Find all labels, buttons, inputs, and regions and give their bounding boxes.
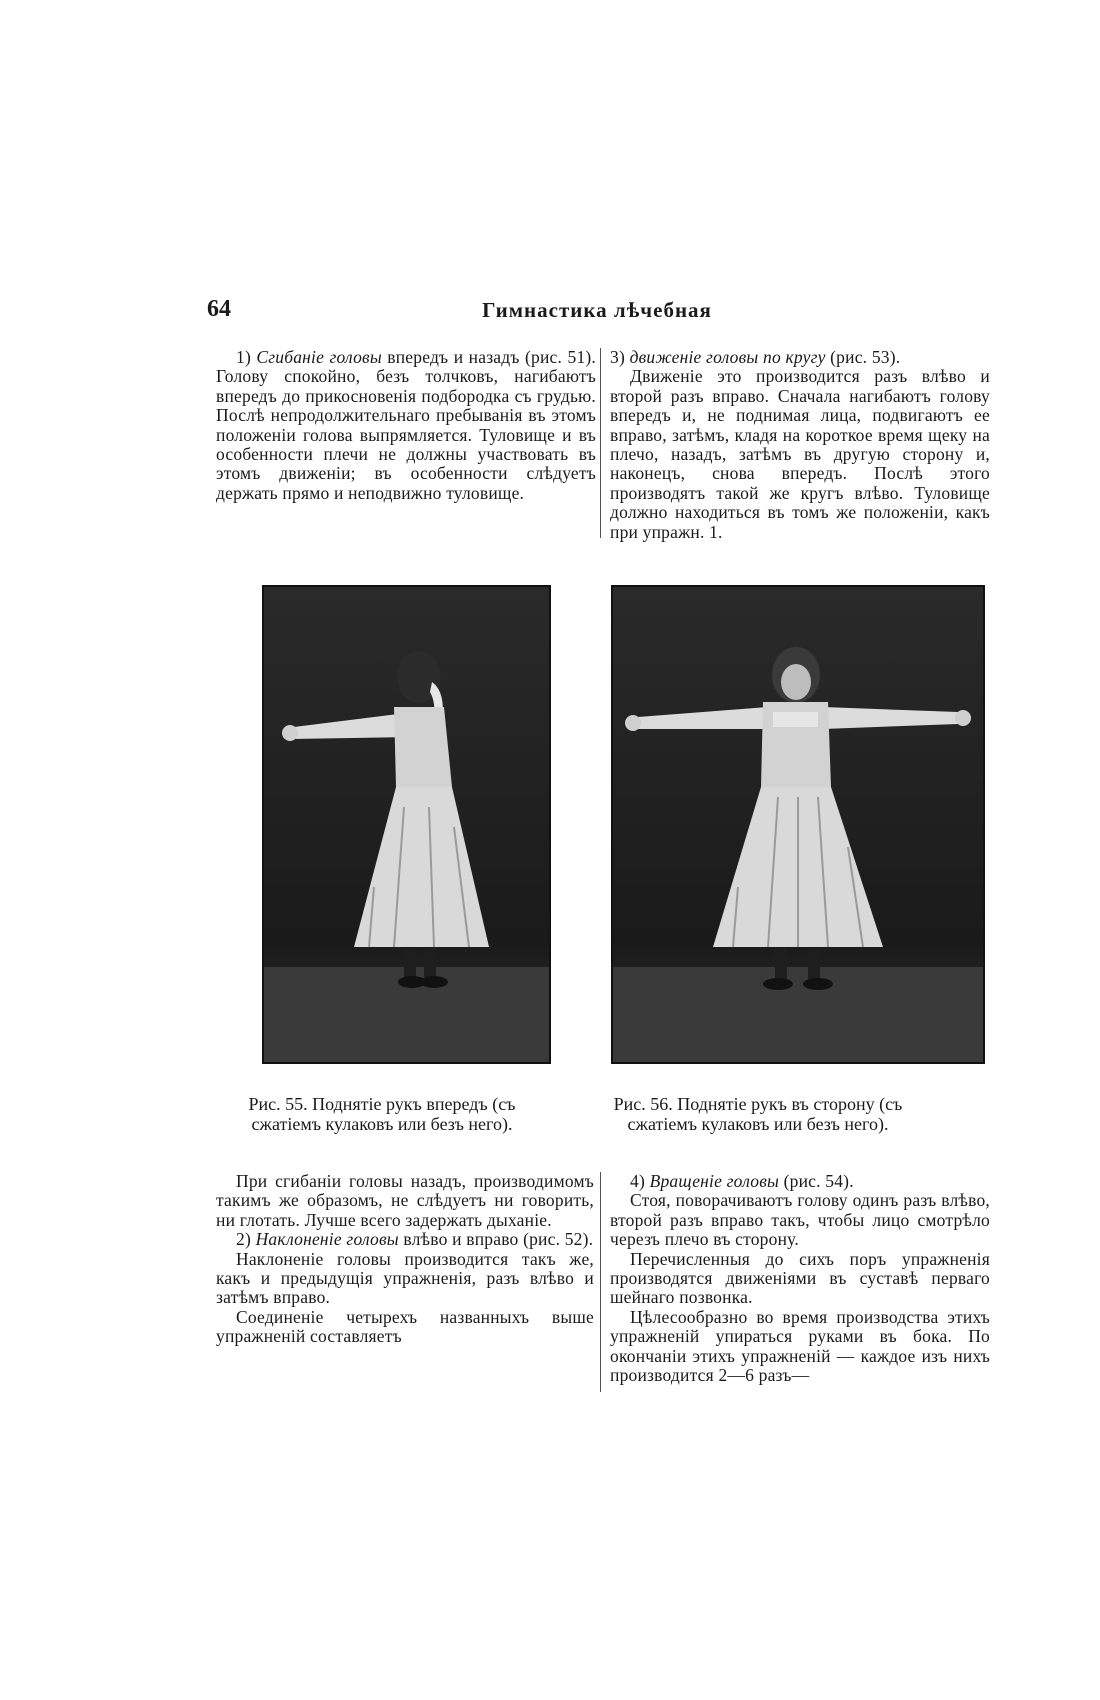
figure-56-caption: Рис. 56. Поднятіе рукъ въ сторону (съ сжатіемъ кулаковъ или безъ него).: [613, 1094, 903, 1134]
item-number: 4): [630, 1171, 650, 1191]
paragraph: Перечисленныя до сихъ поръ упражненія производятся движеніями въ суставѣ перваго шейнаго позвонка.: [610, 1248, 990, 1308]
paragraph-text: (рис. 53).: [825, 347, 901, 367]
exercise-title: Наклоненіе головы: [255, 1229, 399, 1250]
column-divider: [600, 348, 601, 538]
paragraph-text: впередъ и назадъ (рис. 51). Голову спокойно, безъ толчковъ, нагибаютъ впередъ до прикосновенія подбородка съ грудью. Послѣ непродолжительнаго пребыванія въ этомъ положеніи голова выпрямляется. Туловище и въ особенности плечи не должны участвовать въ этомъ движеніи; въ особенности слѣдуетъ держать прямо и неподвижно туловище.: [216, 347, 596, 503]
paragraph: [216, 348, 596, 503]
exercise-title: движеніе головы по кругу: [629, 347, 826, 367]
paragraph: Движеніе это производится разъ влѣво и второй разъ вправо. Сначала нагибаютъ голову впередъ и, не поднимая лица, подвигаютъ ее вправо, затѣмъ, кладя на короткое время щеку на плечо, назадъ, затѣмъ въ другую сторону и, наконецъ, снова впередъ. Послѣ этого производятъ такой же кругъ влѣво. Туловище должно находиться въ томъ же положеніи, какъ при упражн. 1.: [610, 366, 990, 542]
figure-55-caption: Рис. 55. Поднятіе рукъ впередъ (съ сжатіемъ кулаковъ или безъ него).: [248, 1094, 516, 1134]
right-column-top: [610, 348, 990, 542]
right-column-bottom: [610, 1172, 990, 1385]
exercise-title: Сгибаніе головы: [256, 347, 382, 367]
item-number: 3): [610, 347, 630, 367]
paragraph: [610, 1172, 990, 1191]
paragraph: [610, 348, 990, 367]
left-column-bottom: [216, 1172, 594, 1347]
running-title: Гимнастика лѣчебная: [482, 298, 712, 322]
item-number: 1): [236, 347, 257, 367]
paragraph: При сгибаніи головы назадъ, производимомъ такимъ же образомъ, не слѣдуетъ ни говорить, ни глотать. Лучше всего задержать дыханіе.: [216, 1171, 594, 1230]
paragraph: Цѣлесообразно во время производства этихъ упражненій упираться руками въ бока. По окончаніи этихъ упражненій — каждое изъ нихъ производится 2—6 разъ—: [610, 1306, 990, 1386]
paragraph: Стоя, поворачиваютъ голову одинъ разъ влѣво, второй разъ вправо такъ, чтобы лицо смотрѣло черезъ плечо въ сторону.: [610, 1190, 990, 1250]
left-column-top: [216, 348, 596, 503]
figure-56-photo: [611, 585, 985, 1064]
item-number: 2): [236, 1229, 256, 1250]
girl-arms-forward-image: [264, 587, 549, 1062]
column-divider: [600, 1172, 601, 1392]
girl-arms-sideways-image: [613, 587, 983, 1062]
page-header: [207, 296, 987, 326]
page-number: 64: [207, 296, 231, 322]
paragraph: Наклоненіе головы производится такъ же, какъ и предыдущія упражненія, разъ влѣво и затѣмъ вправо.: [216, 1248, 594, 1308]
exercise-title: Вращеніе головы: [649, 1171, 780, 1191]
paragraph-text: влѣво и вправо (рис. 52).: [398, 1229, 594, 1250]
paragraph-text: (рис. 54).: [779, 1171, 854, 1191]
paragraph: Соединеніе четырехъ названныхъ выше упражненій составляетъ: [216, 1306, 594, 1347]
figure-55-photo: [262, 585, 551, 1064]
paragraph: [216, 1230, 594, 1249]
